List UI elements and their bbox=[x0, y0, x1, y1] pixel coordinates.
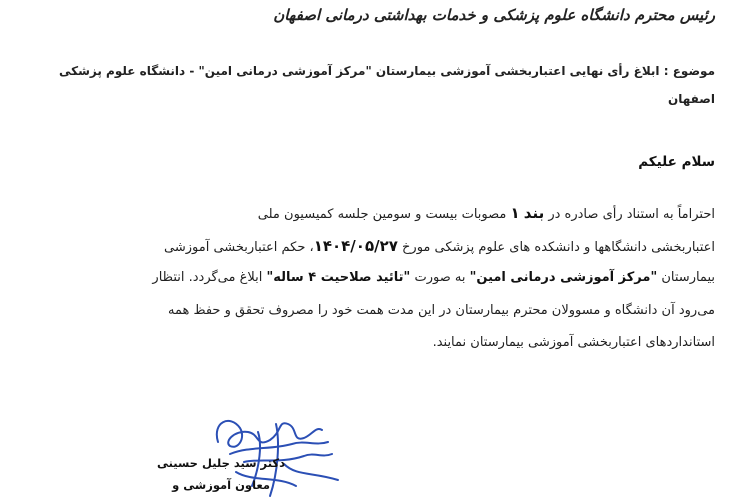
clause-label: بند bbox=[523, 204, 545, 222]
hospital-name: "مرکز آموزشی درمانی امین" bbox=[469, 270, 658, 285]
body-line-4: می‌رود آن دانشگاه و مسوولان محترم بیمارستان در این مدت همت خود را مصروف تحقق و حفظ همه bbox=[168, 303, 715, 318]
subject-line-continued: اصفهان bbox=[667, 92, 715, 106]
body-text: ، حکم اعتباربخشی آموزشی bbox=[164, 240, 314, 255]
body-text: اعتباربخشی دانشگاهها و دانشکده های علوم پزشکی مورخ bbox=[402, 240, 715, 255]
recipient-line: رئیس محترم دانشگاه علوم پزشکی و خدمات بهداشتی درمانی اصفهان bbox=[273, 6, 715, 24]
subject-line bbox=[59, 64, 715, 78]
body-text: بیمارستان bbox=[661, 270, 715, 285]
signatory-name: دکتر سید جلیل حسینی bbox=[156, 456, 285, 470]
body-text: ابلاغ می‌گردد. انتظار bbox=[152, 270, 263, 285]
subject-text: ابلاغ رأی نهایی اعتباربخشی آموزشی بیمارستان "مرکز آموزشی درمانی امین" - دانشگاه علوم پزشکی bbox=[58, 64, 660, 78]
body-line-3 bbox=[152, 270, 715, 285]
body-line-1 bbox=[258, 204, 715, 222]
resolution-date: ۱۴۰۴/۰۵/۲۷ bbox=[313, 237, 398, 255]
body-line-2 bbox=[164, 237, 715, 255]
subject-label: موضوع : bbox=[663, 64, 715, 78]
body-text: مصوبات بیست و سومین جلسه کمیسیون ملی bbox=[257, 207, 507, 222]
accreditation-status: "تائید صلاحیت ۴ ساله" bbox=[266, 270, 411, 285]
clause-number: ۱ bbox=[510, 204, 520, 222]
signatory-title: معاون آموزشی و bbox=[172, 478, 270, 492]
body-text: احتراماً به استناد رأی صادره در bbox=[548, 207, 715, 222]
body-line-5: استانداردهای اعتباربخشی آموزشی بیمارستان نمایند. bbox=[432, 335, 715, 350]
greeting: سلام علیکم bbox=[638, 154, 715, 170]
body-text: به صورت bbox=[414, 270, 466, 285]
